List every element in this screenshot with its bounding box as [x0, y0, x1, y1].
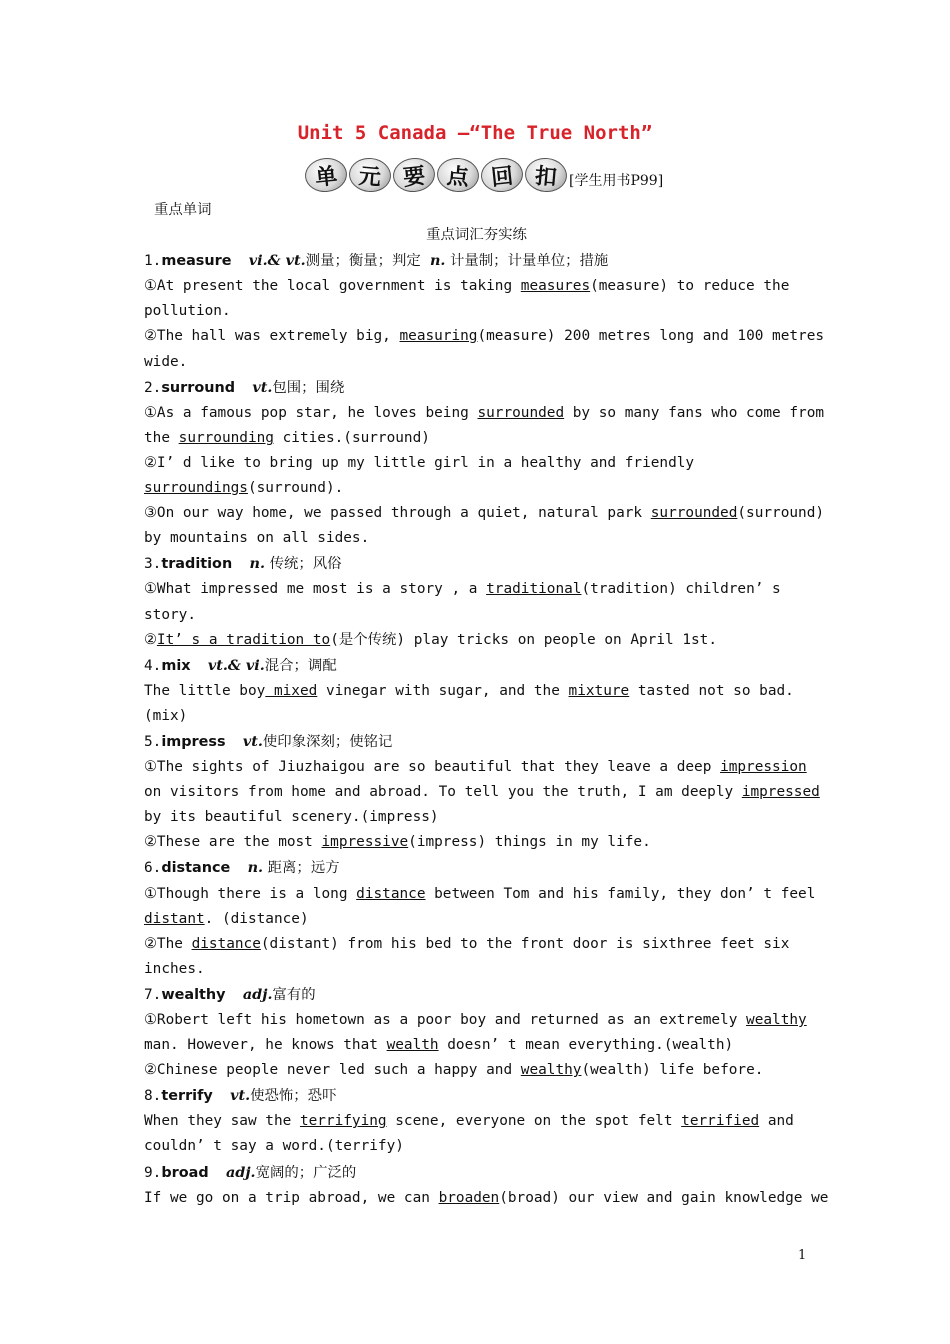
- entry-word: broad: [161, 1164, 209, 1181]
- example-line: [144, 679, 809, 704]
- spacer: [235, 380, 252, 396]
- text: by its beautiful scenery.(impress): [144, 809, 439, 826]
- text: the: [144, 429, 179, 446]
- answer: impressed: [741, 784, 820, 801]
- text: (measure) to reduce the: [590, 278, 790, 295]
- part-of-speech: vt.: [242, 732, 263, 750]
- answer: surrounding: [178, 429, 274, 446]
- banner-char: 扣: [524, 156, 569, 194]
- spacer: [226, 987, 243, 1003]
- text: ②Chinese people never led such a happy and: [144, 1062, 521, 1079]
- answer: surroundings: [144, 480, 248, 497]
- example-line: [144, 1109, 809, 1134]
- text: When they saw the: [144, 1113, 300, 1130]
- part-of-speech: vt.: [230, 1087, 251, 1105]
- text: tasted not so bad.: [629, 682, 794, 699]
- text: ②The hall was extremely big,: [144, 328, 400, 345]
- text: The little boy: [144, 682, 266, 699]
- entry-word: mix: [161, 657, 191, 674]
- text: by mountains on all sides.: [144, 530, 370, 547]
- text: on visitors from home and abroad. To tell you the truth, I am deeply: [144, 784, 742, 801]
- spacer: [232, 556, 249, 572]
- section-subtitle: 重点词汇夯实练: [426, 227, 527, 244]
- banner-char: 回: [479, 156, 524, 194]
- entry-heading: [144, 982, 809, 1008]
- answer: distance: [191, 935, 261, 952]
- answer: wealth: [386, 1037, 439, 1054]
- definition: 混合；调配: [264, 657, 337, 674]
- example-line: [144, 1186, 829, 1211]
- answer: measuring: [399, 328, 478, 345]
- example-line: [144, 401, 825, 426]
- entry-heading: [144, 1160, 809, 1186]
- text: (tradition) children’ s: [581, 581, 781, 598]
- example-line: [144, 1033, 809, 1058]
- text: couldn’ t say a word.(terrify): [144, 1138, 404, 1155]
- example-line: [144, 1008, 809, 1033]
- answer: broaden: [438, 1189, 500, 1206]
- text: (measure) 200 metres long and 100 metres: [477, 328, 825, 345]
- entry-heading: [144, 1083, 809, 1109]
- text: (wealth) life before.: [581, 1062, 764, 1079]
- example-line: [144, 932, 809, 957]
- entry-number: 3.: [144, 556, 162, 573]
- entry-word: wealthy: [161, 986, 226, 1003]
- text: cities.(surround): [273, 429, 430, 446]
- text: If we go on a trip abroad, we can: [144, 1189, 439, 1206]
- section-label: 重点单词: [154, 202, 212, 218]
- spacer: [213, 1088, 230, 1104]
- entry-heading: [144, 551, 809, 577]
- answer: wealthy: [520, 1062, 582, 1079]
- text: ①The sights of Jiuzhaigou are so beautiful that they leave a deep: [144, 759, 721, 776]
- answer: wealthy: [746, 1012, 807, 1028]
- text: ①At present the local government is taking: [144, 278, 521, 295]
- text: ②These are the most: [144, 834, 322, 851]
- example-line: [144, 780, 820, 805]
- definition: 传统；风俗: [265, 556, 342, 573]
- answer: traditional: [486, 581, 582, 598]
- entry-number: 9.: [144, 1164, 162, 1181]
- part-of-speech: vt.& vi.: [207, 656, 265, 674]
- example-line: [144, 805, 809, 830]
- entry-heading: [144, 729, 809, 755]
- example-line: [144, 628, 809, 653]
- example-line: [144, 882, 816, 907]
- spacer: [226, 734, 243, 750]
- definition: 包围；围绕: [272, 379, 345, 396]
- entry-number: 6.: [144, 860, 162, 877]
- answer: distance: [356, 885, 426, 902]
- example-line: [144, 755, 809, 780]
- spacer: [230, 860, 247, 876]
- text: vinegar with sugar, and the: [317, 682, 569, 699]
- example-line: [144, 476, 809, 501]
- text: ①Robert left his hometown as a poor boy and returned as an extremely: [144, 1012, 747, 1028]
- definition: 使印象深刻；使铭记: [262, 733, 393, 750]
- spacer: [209, 1165, 226, 1181]
- answer: terrifying: [299, 1113, 387, 1130]
- entry-heading: [144, 855, 809, 881]
- definition: 使恐怖；恐吓: [250, 1088, 337, 1105]
- definition: 计量制；计量单位；措施: [445, 253, 609, 270]
- entry-number: 2.: [144, 379, 162, 396]
- text: (distant) from his bed to the front door is sixthree feet six: [260, 935, 790, 952]
- text: story.: [144, 606, 196, 623]
- definition: 富有的: [272, 986, 316, 1003]
- entry-word: tradition: [161, 556, 233, 573]
- answer: It’ s a tradition to: [156, 631, 331, 648]
- text: . (distance): [204, 910, 309, 927]
- example-line: [144, 1058, 809, 1083]
- example-line: [144, 957, 809, 982]
- entry-word: impress: [161, 733, 226, 750]
- spacer: [191, 658, 208, 674]
- example-line: [144, 577, 809, 602]
- text: (是个传统) play tricks on people on April 1st.: [330, 631, 717, 648]
- entry-word: surround: [161, 379, 236, 396]
- banner-char: 要: [391, 156, 436, 194]
- banner-badges: [305, 158, 567, 192]
- answer: surrounded: [650, 505, 738, 522]
- text: doesn’ t mean everything.(wealth): [438, 1037, 734, 1054]
- example-line: [144, 426, 809, 451]
- banner-char: 点: [436, 156, 481, 194]
- text: by so many fans who come from: [564, 404, 825, 421]
- spacer: [231, 253, 248, 269]
- part-of-speech: n.: [429, 252, 446, 270]
- example-line: [144, 324, 825, 349]
- unit-title: Unit 5 Canada —“The True North”: [297, 122, 653, 144]
- entry-number: 1.: [144, 253, 162, 270]
- answer: mixture: [568, 682, 630, 699]
- definition: 距离；远方: [263, 860, 340, 877]
- example-line: [144, 907, 809, 932]
- entry-heading: [144, 375, 809, 401]
- part-of-speech: adj.: [225, 1163, 256, 1181]
- entry-word: measure: [161, 253, 232, 270]
- part-of-speech: n.: [247, 859, 264, 877]
- entry-number: 4.: [144, 657, 162, 674]
- part-of-speech: adj.: [242, 985, 273, 1003]
- entry-heading: [144, 653, 809, 679]
- banner-char: 单: [303, 156, 348, 194]
- book-reference: [学生用书P99]: [569, 173, 664, 189]
- text: scene, everyone on the spot felt: [386, 1113, 682, 1130]
- text: (impress) things in my life.: [408, 834, 651, 851]
- text: ①As a famous pop star, he loves being: [144, 404, 478, 421]
- text: (mix): [144, 707, 188, 724]
- example-line: [144, 1134, 809, 1159]
- entry-heading: [144, 248, 809, 274]
- text: (broad) our view and gain knowledge we: [499, 1189, 829, 1206]
- page-number: 1: [798, 1248, 807, 1263]
- text: ①Though there is a long: [144, 885, 357, 902]
- example-line: [144, 603, 809, 628]
- definition: 测量；衡量；判定: [305, 253, 430, 270]
- example-line: [144, 704, 809, 729]
- answer: measures: [520, 278, 591, 295]
- example-line: [144, 299, 809, 324]
- banner-char: 元: [348, 156, 393, 194]
- answer: impressive: [321, 834, 409, 851]
- answer: distant: [144, 910, 205, 927]
- content: [144, 198, 829, 1211]
- text: pollution.: [144, 303, 231, 320]
- entry-word: distance: [161, 860, 231, 877]
- text: ①What impressed me most is a story , a: [144, 581, 487, 598]
- text: inches.: [144, 960, 205, 977]
- answer: mixed: [265, 682, 318, 699]
- answer: impression: [720, 759, 807, 776]
- answer: terrified: [681, 1113, 760, 1130]
- example-line: [144, 451, 809, 476]
- entry-number: 8.: [144, 1088, 162, 1105]
- example-line: [144, 526, 809, 551]
- example-line: [144, 830, 809, 855]
- part-of-speech: n.: [249, 555, 266, 573]
- example-line: [144, 501, 825, 526]
- entry-word: terrify: [161, 1088, 213, 1105]
- text: man. However, he knows that: [144, 1037, 387, 1054]
- entry-number: 5.: [144, 733, 162, 750]
- text: wide.: [144, 353, 188, 370]
- text: (surround): [737, 505, 825, 522]
- example-line: [144, 350, 809, 375]
- text: (surround).: [247, 480, 344, 497]
- text: between Tom and his family, they don’ t feel: [425, 885, 816, 902]
- definition: 宽阔的；广泛的: [255, 1164, 357, 1181]
- answer: surrounded: [477, 404, 565, 421]
- text: ②I’ d like to bring up my little girl in a healthy and friendly: [144, 454, 695, 471]
- text: ②: [144, 631, 157, 648]
- part-of-speech: vt.: [252, 378, 273, 396]
- example-line: [144, 274, 809, 299]
- entry-number: 7.: [144, 986, 162, 1003]
- text: ②The: [144, 935, 192, 952]
- text: and: [759, 1113, 794, 1130]
- text: ③On our way home, we passed through a quiet, natural park: [144, 505, 651, 522]
- section-banner: [305, 152, 663, 192]
- part-of-speech: vi.& vt.: [248, 252, 306, 270]
